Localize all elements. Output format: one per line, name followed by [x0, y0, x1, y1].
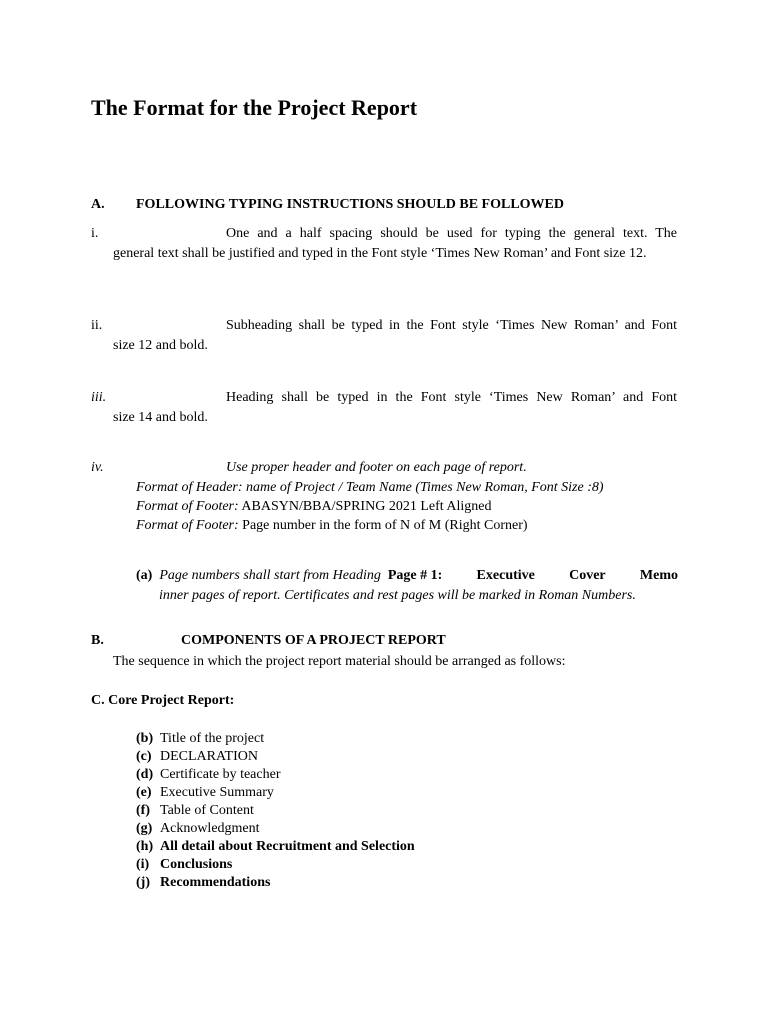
list-item-label: (d) [136, 767, 154, 782]
section-b-number: B. [91, 633, 104, 648]
list-item [136, 784, 415, 802]
list-item-label: (f) [136, 803, 150, 818]
section-c-heading: C. Core Project Report: [91, 693, 235, 708]
core-report-list [136, 730, 415, 892]
list-item-text: Executive Summary [160, 785, 274, 800]
memo-intro-text: Page numbers shall start from Heading [159, 568, 381, 583]
memo-label: (a) [136, 568, 153, 583]
list-item-label: (c) [136, 749, 152, 764]
item-i-continuation: general text shall be justified and typed in the Font style ‘Times New Roman’ and Font size 12. [113, 246, 647, 261]
memo-page-one: Page # 1: [387, 568, 443, 583]
list-item-label: (j) [136, 875, 150, 890]
format-header-value: name of Project / Team Name (Times New Roman, Font Size :8) [246, 480, 604, 495]
list-item [136, 730, 415, 748]
item-ii-number: ii. [91, 318, 103, 333]
item-ii-first-line: Subheading shall be typed in the Font style ‘Times New Roman’ and Font [226, 318, 677, 333]
list-item-text: Certificate by teacher [160, 767, 281, 782]
section-a-heading: FOLLOWING TYPING INSTRUCTIONS SHOULD BE FOLLOWED [136, 197, 564, 212]
list-item [136, 874, 415, 892]
item-iii-number: iii. [91, 390, 107, 405]
memo-first-line [136, 566, 678, 586]
list-item-label: (e) [136, 785, 152, 800]
list-item-label: (i) [136, 857, 150, 872]
item-iv-first-line: Use proper header and footer on each page of report. [226, 460, 527, 475]
item-i-first-line: One and a half spacing should be used for typing the general text. The [226, 226, 677, 241]
format-footer-line-2 [136, 516, 528, 536]
list-item-label: (g) [136, 821, 153, 836]
list-item [136, 802, 415, 820]
format-footer-value-1: ABASYN/BBA/SPRING 2021 Left Aligned [241, 499, 492, 514]
list-item-text: Title of the project [160, 731, 265, 746]
list-item-text: Acknowledgment [160, 821, 260, 836]
format-header-line [136, 478, 604, 498]
section-b-heading: COMPONENTS OF A PROJECT REPORT [181, 633, 446, 648]
section-a-number: A. [91, 197, 105, 212]
page-title: The Format for the Project Report [91, 95, 418, 120]
list-item [136, 838, 415, 856]
memo-cover: Cover [569, 568, 606, 583]
memo-executive: Executive [476, 568, 535, 583]
list-item-text: Recommendations [160, 875, 271, 890]
list-item-text: All detail about Recruitment and Selection [160, 839, 415, 854]
memo-memo: Memo [639, 568, 678, 583]
list-item-label: (h) [136, 839, 154, 854]
section-b-description: The sequence in which the project report material should be arranged as follows: [113, 654, 566, 669]
list-item-text: Table of Content [160, 803, 254, 818]
list-item-text: Conclusions [160, 857, 233, 872]
format-footer-label-1: Format of Footer: [136, 499, 239, 514]
list-item [136, 766, 415, 784]
format-footer-line-1 [136, 497, 491, 517]
item-iii-first-line: Heading shall be typed in the Font style ‘Times New Roman’ and Font [226, 390, 677, 405]
item-ii-continuation: size 12 and bold. [113, 338, 208, 353]
format-footer-value-2: Page number in the form of N of M (Right Corner) [242, 518, 528, 533]
list-item [136, 820, 415, 838]
format-header-label: Format of Header: [136, 480, 243, 495]
list-item [136, 856, 415, 874]
format-footer-label-2: Format of Footer: [136, 518, 239, 533]
item-i-number: i. [91, 226, 99, 241]
list-item-text: DECLARATION [160, 749, 258, 764]
memo-paragraph [136, 566, 678, 606]
list-item [136, 748, 415, 766]
list-item-label: (b) [136, 731, 154, 746]
item-iv-number: iv. [91, 460, 104, 475]
memo-second-line: inner pages of report. Certificates and rest pages will be marked in Roman Numbers. [159, 588, 636, 603]
item-iii-continuation: size 14 and bold. [113, 410, 208, 425]
